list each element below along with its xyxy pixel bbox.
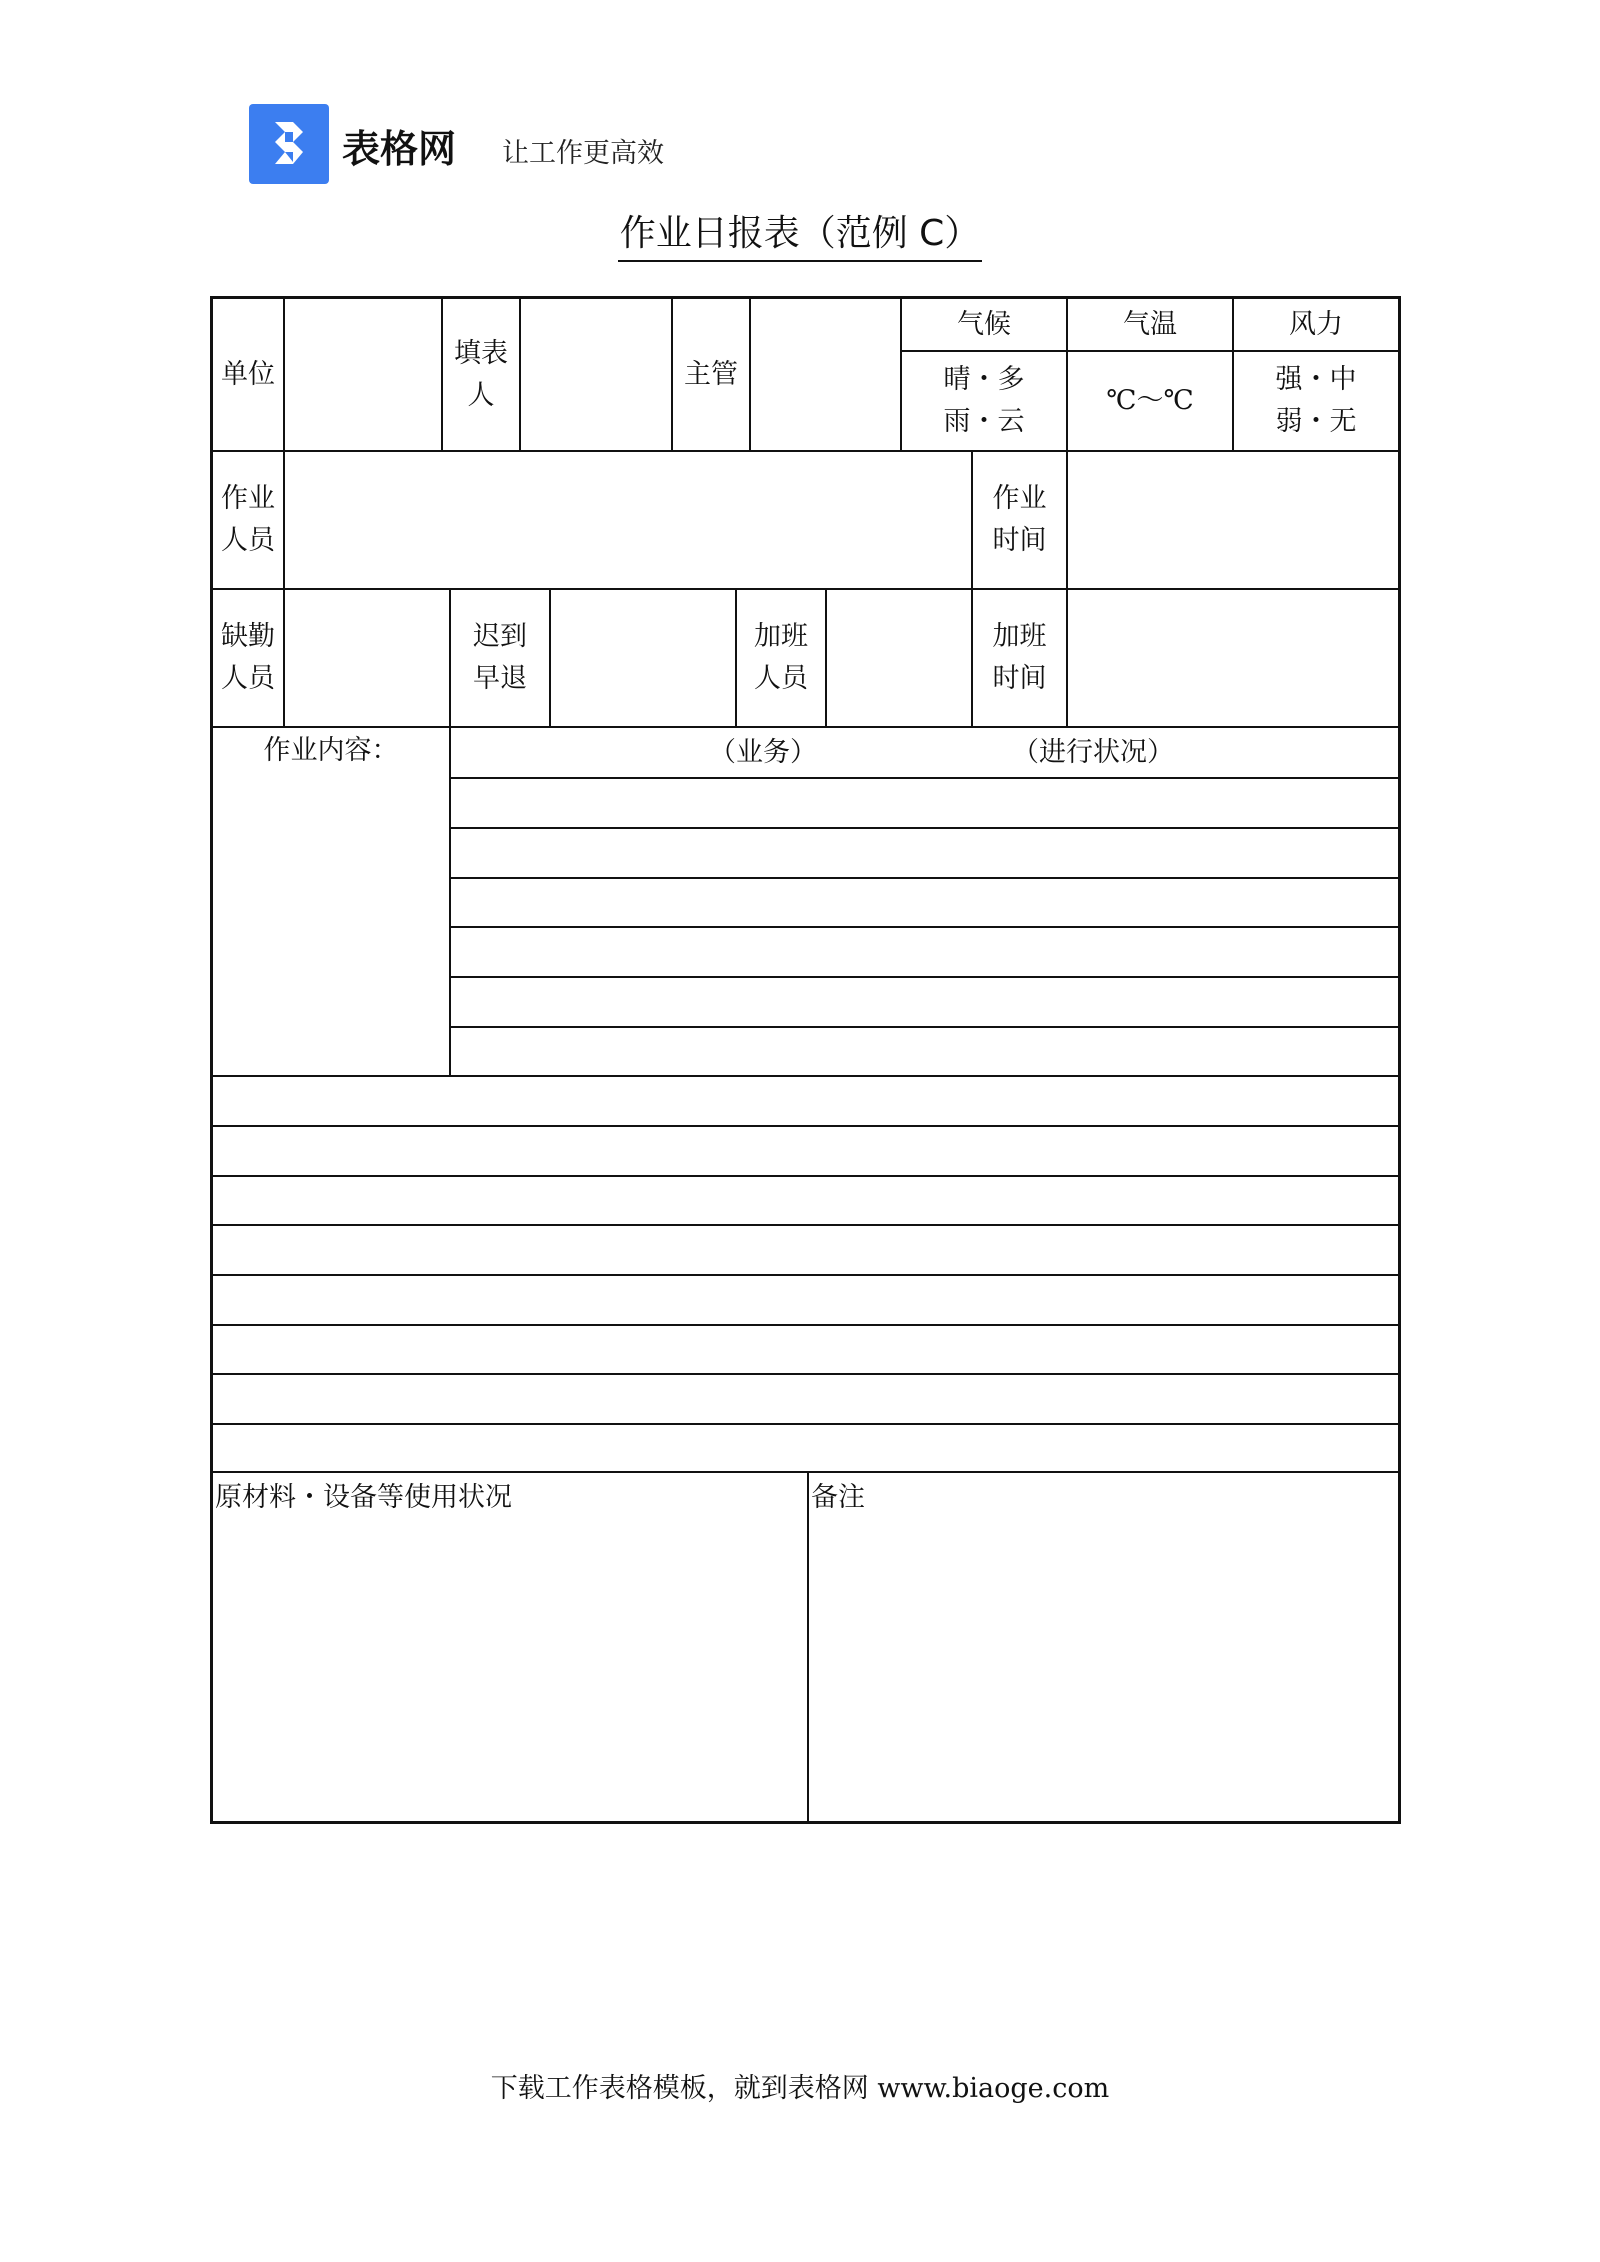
materials-label: 原材料・设备等使用状况 <box>215 1482 512 1513</box>
row-divider <box>213 1224 1398 1226</box>
row-divider <box>449 1026 1398 1028</box>
row-divider <box>213 726 1398 728</box>
late-early-field[interactable] <box>551 590 735 726</box>
row-divider <box>213 1471 1398 1473</box>
absent-field[interactable] <box>285 590 449 726</box>
late-early-label: 迟到 早退 <box>473 621 527 694</box>
remarks-label: 备注 <box>811 1482 865 1513</box>
work-time-label: 作业 时间 <box>992 483 1047 556</box>
work-content-label: 作业内容： <box>263 735 399 766</box>
footer-text: 下载工作表格模板，就到表格网 www.biaoge.com <box>490 2073 1110 2104</box>
business-header: （业务） <box>709 737 817 768</box>
row-divider <box>213 1423 1398 1425</box>
brand-logo-icon <box>249 104 329 184</box>
row-divider <box>213 1373 1398 1375</box>
filler-field[interactable] <box>521 299 671 450</box>
row-divider <box>449 877 1398 879</box>
absent-label: 缺勤 人员 <box>221 621 275 694</box>
col-divider <box>449 726 451 1075</box>
row-divider <box>449 777 1398 779</box>
wind-label: 风力 <box>1289 308 1343 340</box>
overtime-time-label: 加班 时间 <box>992 621 1047 694</box>
unit-label: 单位 <box>221 358 275 390</box>
row-divider <box>213 1324 1398 1326</box>
workers-label: 作业 人员 <box>221 483 275 556</box>
row-divider <box>213 1125 1398 1127</box>
overtime-time-field[interactable] <box>1068 590 1398 726</box>
temperature-label: 气温 <box>1123 308 1177 340</box>
col-divider <box>807 1471 809 1824</box>
daily-report-form <box>210 296 1401 1824</box>
progress-header: （进行状况） <box>1012 737 1174 768</box>
wind-options[interactable]: 强・中 弱・无 <box>1275 364 1357 437</box>
supervisor-field[interactable] <box>751 299 900 450</box>
overtime-staff-field[interactable] <box>827 590 971 726</box>
temperature-value[interactable]: ℃～℃ <box>1106 385 1194 416</box>
row-divider <box>213 1175 1398 1177</box>
brand-slogan: 让工作更高效 <box>502 138 664 169</box>
row-divider <box>449 827 1398 829</box>
brand-name: 表格网 <box>342 127 457 171</box>
row-divider <box>449 926 1398 928</box>
filler-label: 填表 人 <box>454 337 508 411</box>
row-divider <box>213 1075 1398 1077</box>
row-divider <box>213 1274 1398 1276</box>
workers-field[interactable] <box>285 452 971 588</box>
unit-field[interactable] <box>285 299 441 450</box>
weather-label: 气候 <box>957 308 1011 340</box>
row-divider <box>449 976 1398 978</box>
weather-options[interactable]: 晴・多 雨・云 <box>943 364 1025 437</box>
work-time-field[interactable] <box>1068 452 1398 588</box>
page-title: 作业日报表（范例 C） <box>618 205 983 262</box>
supervisor-label: 主管 <box>684 358 738 390</box>
overtime-staff-label: 加班 人员 <box>754 621 808 694</box>
